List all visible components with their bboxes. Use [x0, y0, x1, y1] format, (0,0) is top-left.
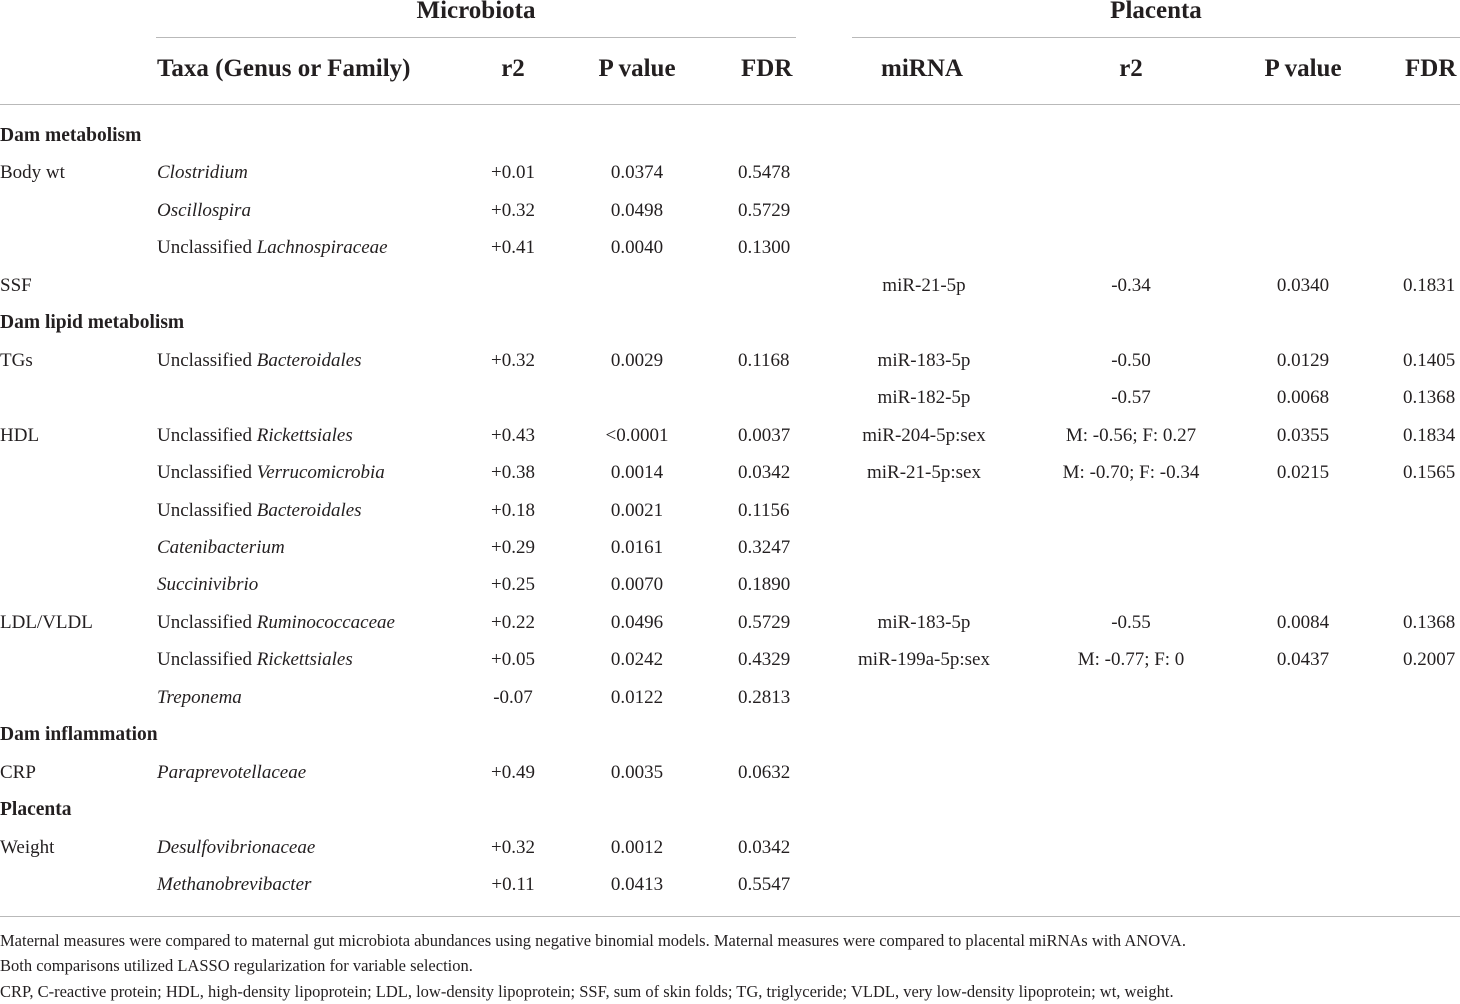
taxa-name: Catenibacterium — [157, 537, 285, 558]
placenta-group-rule — [852, 37, 1460, 38]
col-header-p-value: P value — [598, 55, 676, 82]
taxa-cell — [157, 573, 258, 597]
measure-cell: LDL/VLDL — [0, 612, 93, 633]
r2-cell: +0.43 — [491, 425, 535, 446]
taxa-name: Lachnospiraceae — [256, 237, 388, 258]
r2-cell: +0.49 — [491, 762, 535, 783]
fdr-cell: 0.1300 — [738, 237, 791, 258]
mirna-fdr-cell: 0.1405 — [1403, 350, 1456, 371]
measure-cell: CRP — [0, 762, 36, 783]
mirna-fdr-cell: 0.1565 — [1403, 462, 1456, 483]
fdr-cell: 0.4329 — [738, 649, 791, 670]
fdr-cell: 0.3247 — [738, 537, 791, 558]
r2-cell: +0.05 — [491, 649, 535, 670]
mirna-r2-cell: M: -0.70; F: -0.34 — [1062, 462, 1200, 483]
taxa-name: Bacteroidales — [256, 350, 362, 371]
p-value-cell: 0.0029 — [610, 350, 664, 371]
mirna-cell: miR-21-5p:sex — [867, 462, 981, 483]
taxa-prefix: Unclassified — [157, 237, 252, 258]
p-value-cell: 0.0012 — [610, 837, 664, 858]
mirna-r2-cell: -0.55 — [1111, 612, 1151, 633]
fdr-cell: 0.0342 — [738, 837, 791, 858]
fdr-cell: 0.0342 — [738, 462, 791, 483]
r2-cell: +0.01 — [491, 162, 535, 183]
mirna-r2-cell: M: -0.56; F: 0.27 — [1065, 425, 1197, 446]
mirna-cell: miR-182-5p — [877, 387, 971, 408]
taxa-cell — [157, 161, 248, 185]
r2-cell: +0.11 — [491, 874, 535, 895]
taxa-name: Treponema — [157, 687, 242, 708]
taxa-name: Bacteroidales — [256, 500, 362, 521]
taxa-cell — [157, 686, 242, 710]
p-value-cell: 0.0496 — [610, 612, 664, 633]
col-header-mirna: miRNA — [881, 55, 963, 82]
fdr-cell: 0.0632 — [738, 762, 791, 783]
p-value-cell: 0.0161 — [610, 537, 664, 558]
taxa-name: Succinivibrio — [157, 574, 259, 595]
p-value-cell: 0.0014 — [610, 462, 664, 483]
taxa-cell — [157, 236, 388, 260]
p-value-cell: <0.0001 — [605, 425, 669, 446]
col-header-p-value-placenta: P value — [1264, 55, 1342, 82]
taxa-cell — [157, 461, 385, 485]
p-value-cell: 0.0413 — [610, 874, 664, 895]
col-header-fdr: FDR — [741, 55, 793, 82]
p-value-cell: 0.0498 — [610, 200, 664, 221]
col-header-r2: r2 — [501, 55, 525, 82]
measure-cell: SSF — [0, 275, 32, 296]
mirna-fdr-cell: 0.1834 — [1403, 425, 1456, 446]
fdr-cell: 0.5729 — [738, 612, 791, 633]
mirna-p-value-cell: 0.0437 — [1276, 649, 1330, 670]
fdr-cell: 0.5729 — [738, 200, 791, 221]
taxa-name: Verrucomicrobia — [256, 462, 385, 483]
taxa-name: Rickettsiales — [256, 649, 353, 670]
taxa-name: Oscillospira — [157, 200, 251, 221]
taxa-cell — [157, 536, 285, 560]
taxa-cell — [157, 648, 353, 672]
p-value-cell: 0.0021 — [610, 500, 664, 521]
section-heading: Dam metabolism — [0, 125, 142, 146]
taxa-cell — [157, 424, 353, 448]
mirna-p-value-cell: 0.0215 — [1276, 462, 1330, 483]
r2-cell: +0.22 — [491, 612, 535, 633]
fdr-cell: 0.1156 — [738, 500, 790, 521]
mirna-p-value-cell: 0.0084 — [1276, 612, 1330, 633]
taxa-name: Ruminococcaceae — [256, 612, 395, 633]
mirna-fdr-cell: 0.1368 — [1403, 612, 1456, 633]
mirna-fdr-cell: 0.1831 — [1403, 275, 1456, 296]
footer-rule — [0, 916, 1460, 917]
mirna-p-value-cell: 0.0340 — [1276, 275, 1330, 296]
r2-cell: +0.38 — [491, 462, 535, 483]
fdr-cell: 0.1168 — [738, 350, 790, 371]
section-heading: Dam lipid metabolism — [0, 312, 185, 333]
taxa-name: Methanobrevibacter — [157, 874, 312, 895]
r2-cell: +0.18 — [491, 500, 535, 521]
p-value-cell: 0.0122 — [610, 687, 664, 708]
taxa-prefix: Unclassified — [157, 462, 252, 483]
measure-cell: HDL — [0, 425, 40, 446]
fdr-cell: 0.0037 — [738, 425, 791, 446]
mirna-fdr-cell: 0.1368 — [1403, 387, 1456, 408]
taxa-name: Rickettsiales — [256, 425, 353, 446]
taxa-prefix: Unclassified — [157, 649, 252, 670]
section-heading: Dam inflammation — [0, 724, 158, 745]
taxa-name: Desulfovibrionaceae — [157, 837, 316, 858]
mirna-cell: miR-183-5p — [877, 612, 971, 633]
mirna-cell: miR-21-5p — [882, 275, 966, 296]
taxa-cell — [157, 611, 395, 635]
mirna-cell: miR-183-5p — [877, 350, 971, 371]
taxa-name: Paraprevotellaceae — [157, 762, 307, 783]
taxa-cell — [157, 836, 315, 860]
mirna-r2-cell: -0.50 — [1111, 350, 1151, 371]
taxa-prefix: Unclassified — [157, 612, 252, 633]
fdr-cell: 0.5547 — [738, 874, 791, 895]
mirna-cell: miR-199a-5p:sex — [858, 649, 990, 670]
taxa-cell — [157, 349, 362, 373]
taxa-cell — [157, 199, 251, 223]
r2-cell: -0.07 — [493, 687, 533, 708]
r2-cell: +0.41 — [491, 237, 535, 258]
footnote-abbreviations: CRP, C-reactive protein; HDL, high-density lipoprotein; LDL, low-density lipoprotein; SSF, sum of skin folds; TG, triglyceride; VLDL, very low-density lipoprotein; wt, weight. — [0, 982, 1174, 1001]
mirna-fdr-cell: 0.2007 — [1403, 649, 1456, 670]
placenta-group-title: Placenta — [1110, 0, 1202, 24]
taxa-cell — [157, 761, 306, 785]
col-header-fdr-placenta: FDR — [1405, 55, 1457, 82]
measure-cell: Weight — [0, 837, 55, 858]
section-heading: Placenta — [0, 799, 72, 820]
measure-cell: Body wt — [0, 162, 65, 183]
r2-cell: +0.29 — [491, 537, 535, 558]
fdr-cell: 0.1890 — [738, 574, 791, 595]
measure-cell: TGs — [0, 350, 33, 371]
col-header-taxa: Taxa (Genus or Family) — [157, 55, 411, 82]
fdr-cell: 0.2813 — [738, 687, 791, 708]
taxa-cell — [157, 873, 311, 897]
r2-cell: +0.25 — [491, 574, 535, 595]
footnote-lasso: Both comparisons utilized LASSO regularization for variable selection. — [0, 956, 473, 975]
p-value-cell: 0.0242 — [610, 649, 664, 670]
mirna-r2-cell: M: -0.77; F: 0 — [1077, 649, 1185, 670]
fdr-cell: 0.5478 — [738, 162, 791, 183]
mirna-r2-cell: -0.34 — [1111, 275, 1151, 296]
microbiota-group-rule — [156, 37, 796, 38]
p-value-cell: 0.0070 — [610, 574, 664, 595]
taxa-name: Clostridium — [157, 162, 248, 183]
taxa-prefix: Unclassified — [157, 350, 252, 371]
p-value-cell: 0.0035 — [610, 762, 664, 783]
p-value-cell: 0.0374 — [610, 162, 664, 183]
taxa-prefix: Unclassified — [157, 500, 252, 521]
r2-cell: +0.32 — [491, 200, 535, 221]
mirna-p-value-cell: 0.0068 — [1276, 387, 1330, 408]
r2-cell: +0.32 — [491, 837, 535, 858]
header-rule — [0, 104, 1460, 105]
mirna-r2-cell: -0.57 — [1111, 387, 1151, 408]
r2-cell: +0.32 — [491, 350, 535, 371]
taxa-cell — [157, 499, 362, 523]
mirna-p-value-cell: 0.0129 — [1276, 350, 1330, 371]
footnote-methods: Maternal measures were compared to maternal gut microbiota abundances using negative binomial models. Maternal measures were compared to placental miRNAs with ANOVA. — [0, 931, 1186, 950]
col-header-r2-placenta: r2 — [1119, 55, 1143, 82]
microbiota-group-title: Microbiota — [416, 0, 536, 24]
taxa-prefix: Unclassified — [157, 425, 252, 446]
p-value-cell: 0.0040 — [610, 237, 664, 258]
mirna-p-value-cell: 0.0355 — [1276, 425, 1330, 446]
mirna-cell: miR-204-5p:sex — [862, 425, 986, 446]
